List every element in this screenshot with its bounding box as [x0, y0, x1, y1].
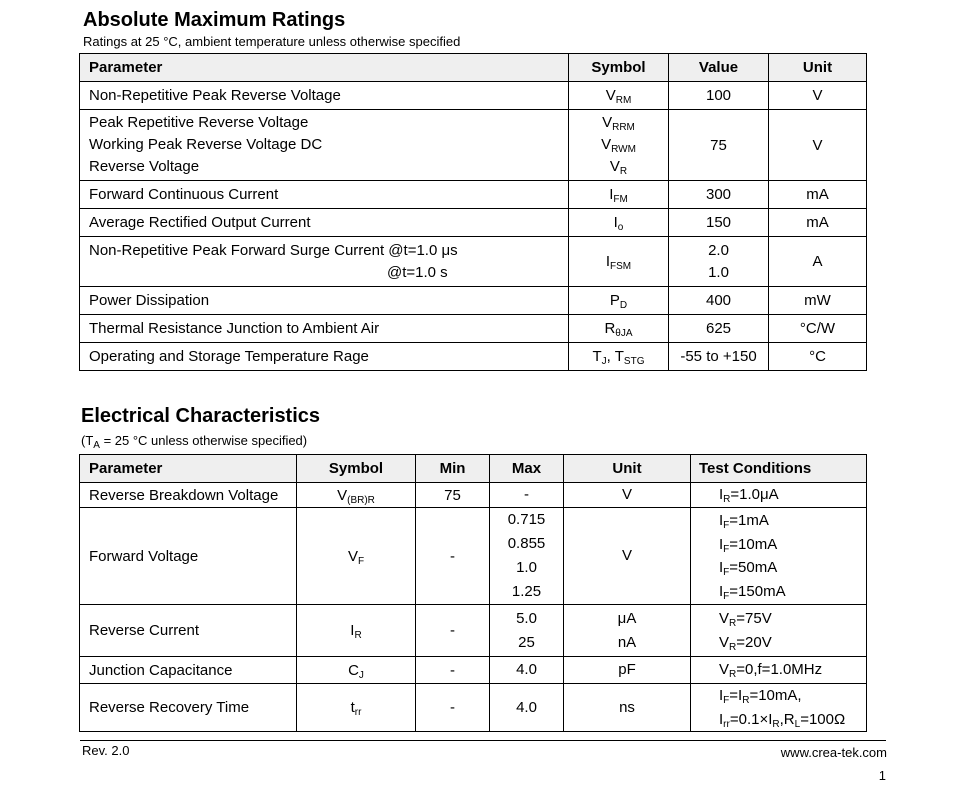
conditions-cell: $V_R=0,f=1.0MHz$: [691, 657, 867, 684]
table-row: [80, 483, 867, 508]
unit-cell: mA: [769, 209, 867, 237]
param-cell: Average Rectified Output Current: [80, 209, 569, 237]
unit-cell: A: [769, 237, 867, 287]
ec-table: [79, 454, 867, 732]
conditions-cell: $V_R=75V$ $V_R=20V$: [691, 605, 867, 657]
table-row: [80, 181, 867, 209]
ec-subtitle: ($T_A = 25$ °C unless otherwise specified): [81, 433, 308, 451]
symbol-cell: $C_J$: [297, 657, 416, 684]
amr-subtitle: Ratings at 25 °C, ambient temperature unless otherwise specified: [83, 34, 461, 49]
max-cell: 0.715 0.855 1.0 1.25: [490, 508, 564, 605]
unit-cell: ns: [564, 684, 691, 732]
table-row: [80, 343, 867, 371]
max-cell: 4.0: [490, 657, 564, 684]
symbol-cell: $t_{rr}$: [297, 684, 416, 732]
page-number: 1: [878, 768, 886, 783]
amr-header-row: [80, 54, 867, 82]
unit-cell: mW: [769, 287, 867, 315]
unit-cell: V: [769, 110, 867, 181]
unit-cell: V: [564, 483, 691, 508]
table-row: [80, 508, 867, 605]
unit-cell: °C: [769, 343, 867, 371]
param-cell: Junction Capacitance: [80, 657, 297, 684]
param-cell: Reverse Recovery Time: [80, 684, 297, 732]
value-cell: 150: [669, 209, 769, 237]
param-cell: Thermal Resistance Junction to Ambient Air: [80, 315, 569, 343]
conditions-cell: $I_F=1mA$ $I_F=10mA$ $I_F=50mA$ $I_F=150mA$: [691, 508, 867, 605]
table-row: [80, 209, 867, 237]
unit-cell: V: [769, 82, 867, 110]
min-cell: 75: [416, 483, 490, 508]
value-cell: 625: [669, 315, 769, 343]
ec-header-symbol: Symbol: [297, 455, 416, 483]
min-cell: -: [416, 605, 490, 657]
param-cell: Non-Repetitive Peak Forward Surge Current @t=1.0 μs @t=1.0 s: [80, 237, 569, 287]
symbol-cell: $I_{FM}$: [569, 181, 669, 209]
symbol-cell: $P_D$: [569, 287, 669, 315]
table-row: [80, 82, 867, 110]
param-cell: Peak Repetitive Reverse Voltage Working Peak Reverse Voltage DC Reverse Voltage: [80, 110, 569, 181]
symbol-cell: $R_{\theta JA}$: [569, 315, 669, 343]
amr-header-symbol: Symbol: [569, 54, 669, 82]
symbol-cell: $V_{(BR)R}$: [297, 483, 416, 508]
symbol-cell: $V_{RM}$: [569, 82, 669, 110]
revision-label: Rev. 2.0: [82, 743, 130, 758]
table-row: [80, 657, 867, 684]
min-cell: -: [416, 508, 490, 605]
param-cell: Operating and Storage Temperature Rage: [80, 343, 569, 371]
table-row: [80, 287, 867, 315]
value-cell: 2.0 1.0: [669, 237, 769, 287]
ec-header-max: Max: [490, 455, 564, 483]
symbol-cell: $V_F$: [297, 508, 416, 605]
unit-cell: V: [564, 508, 691, 605]
ec-header-row: [80, 455, 867, 483]
table-row: [80, 605, 867, 657]
param-cell: Forward Continuous Current: [80, 181, 569, 209]
param-cell: Reverse Current: [80, 605, 297, 657]
value-cell: 100: [669, 82, 769, 110]
unit-cell: mA: [769, 181, 867, 209]
ec-header-parameter: Parameter: [80, 455, 297, 483]
amr-header-parameter: Parameter: [80, 54, 569, 82]
ec-title: Electrical Characteristics: [81, 405, 321, 427]
value-cell: 75: [669, 110, 769, 181]
amr-table: [79, 53, 867, 371]
value-cell: -55 to +150: [669, 343, 769, 371]
unit-cell: μA nA: [564, 605, 691, 657]
conditions-cell: $I_R=1.0\mu A$: [691, 483, 867, 508]
max-cell: -: [490, 483, 564, 508]
website-link[interactable]: www.crea-tek.com: [780, 745, 887, 760]
table-row: [80, 684, 867, 732]
symbol-cell: $T_J$, $T_{STG}$: [569, 343, 669, 371]
param-cell: Forward Voltage: [80, 508, 297, 605]
param-cell: Non-Repetitive Peak Reverse Voltage: [80, 82, 569, 110]
amr-title: Absolute Maximum Ratings: [83, 9, 346, 31]
table-row: [80, 110, 867, 181]
value-cell: 300: [669, 181, 769, 209]
max-cell: 5.0 25: [490, 605, 564, 657]
amr-header-unit: Unit: [769, 54, 867, 82]
min-cell: -: [416, 684, 490, 732]
conditions-cell: $I_F=I_R=10mA$, $I_{rr}=0.1\times I_R,R_L=100\Omega$: [691, 684, 867, 732]
min-cell: -: [416, 657, 490, 684]
symbol-cell: $V_{RRM}$ $V_{RWM}$ $V_R$: [569, 110, 669, 181]
ec-header-conditions: Test Conditions: [691, 455, 867, 483]
unit-cell: pF: [564, 657, 691, 684]
table-row: [80, 237, 867, 287]
table-row: [80, 315, 867, 343]
symbol-cell: $I_R$: [297, 605, 416, 657]
param-cell: Power Dissipation: [80, 287, 569, 315]
symbol-cell: $I_o$: [569, 209, 669, 237]
value-cell: 400: [669, 287, 769, 315]
ec-header-min: Min: [416, 455, 490, 483]
param-cell: Reverse Breakdown Voltage: [80, 483, 297, 508]
ec-header-unit: Unit: [564, 455, 691, 483]
footer-divider: [80, 740, 886, 741]
unit-cell: °C/W: [769, 315, 867, 343]
amr-header-value: Value: [669, 54, 769, 82]
symbol-cell: $I_{FSM}$: [569, 237, 669, 287]
max-cell: 4.0: [490, 684, 564, 732]
